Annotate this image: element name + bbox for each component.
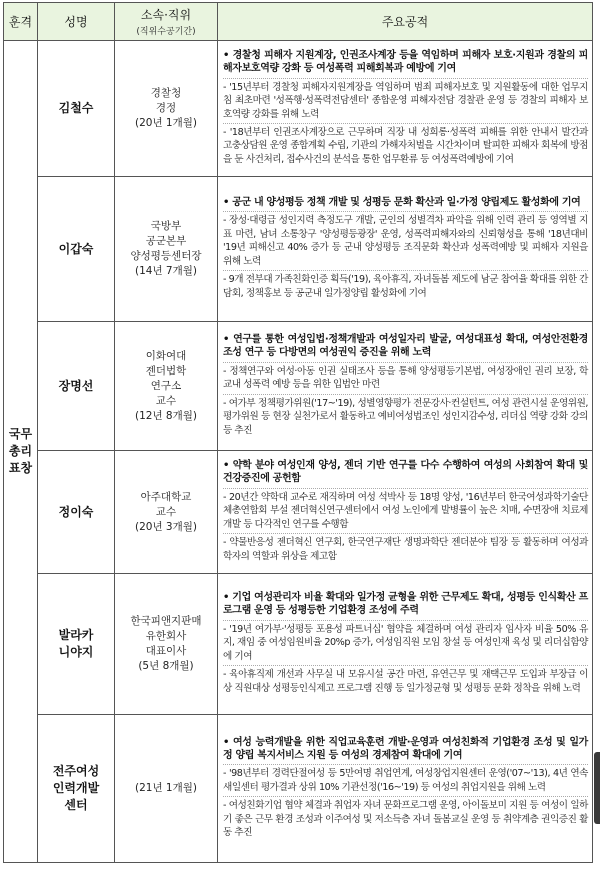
table-header-row: [4, 3, 593, 41]
recipient-affiliation: 이화여대 젠더법학 연구소 교수 (12년 8개월): [115, 322, 218, 451]
achievement-summary: • 여성 능력개발을 위한 직업교육훈련 개발·운영과 여성친화적 기업환경 조성 및 일가정 양립 복지서비스 지원 등 여성의 경제참여 확대에 기여: [223, 736, 588, 761]
table-row: [4, 451, 593, 574]
table-row: [4, 574, 593, 715]
recipient-name: 장명선: [38, 322, 115, 451]
award-type-cell: [4, 41, 38, 863]
recipient-affiliation: 아주대학교 교수 (20년 3개월): [115, 451, 218, 574]
achievement-cell: [218, 322, 593, 451]
achievement-detail: - '15년부터 경찰청 피해자지원계장을 역임하며 범죄 피해자보호 및 지원활동에 대한 업무지침 최초마련 '성폭행·성폭력전담센터' 종합운영 피해자전담 경찰관 운영 등 경찰의 피해자 보호역량 강화를 위해 노력: [223, 78, 588, 121]
table-body: [4, 41, 593, 863]
recipient-name: 발라카 니야지: [38, 574, 115, 715]
achievement-detail: - '18년부터 인권조사계장으로 근무하며 직장 내 성희롱·성폭력 피해를 위한 안내서 발간과 고충상담원 운영 종합계획 수립, 기관의 가해자처벌을 시간차이며 탈피한 피해자 회복에 방점을 둔 사건처리, 접수사건의 분석을 통한 업무환류 등 여성폭력예방에 기여: [223, 123, 588, 166]
achievement-summary: • 경찰청 피해자 지원계장, 인권조사계장 등을 역임하며 피해자 보호·지원과 경찰의 피해자보호역량 강화 등 여성폭력 피해회복과 예방에 기여: [223, 49, 588, 75]
recipient-affiliation: (21년 1개월): [115, 715, 218, 863]
recipient-affiliation: 한국피앤지판매 유한회사 대표이사 (5년 8개월): [115, 574, 218, 715]
achievement-summary: • 약학 분야 여성인재 양성, 젠더 기반 연구를 다수 수행하여 여성의 사회참여 확대 및 건강증진에 공헌함: [223, 460, 588, 485]
achievement-detail: - 육아휴직제 개선과 사무실 내 모유시설 공간 마련, 유연근무 및 재택근무 도입과 부장급 이상 직원대상 성평등인식제고 프로그램 진행 등 일가정균형 및 성평등 문화 정착을 위해 노력: [223, 665, 588, 695]
achievement-detail: - 9개 전부대 가족친화인증 획득('19), 육아휴직, 자녀돌봄 제도에 남군 참여율 확대를 위한 간담회, 정책홍보 등 공군내 일가정양립 활성화에 기여: [223, 270, 588, 300]
recipient-name: 전주여성 인력개발 센터: [38, 715, 115, 863]
achievement-summary: • 기업 여성관리자 비율 확대와 일가정 균형을 위한 근무제도 확대, 성평등 인식확산 프로그램 운영 등 성평등한 기업환경 조성에 주력: [223, 592, 588, 617]
header-affiliation: [115, 3, 218, 41]
header-name: 성명: [38, 3, 115, 41]
header-affiliation-sub: (직위수공기간): [136, 27, 196, 37]
table-row: [4, 177, 593, 322]
recipient-name: 이갑숙: [38, 177, 115, 322]
recipient-name: 정이숙: [38, 451, 115, 574]
recipient-affiliation: 국방부 공군본부 양성평등센터장 (14년 7개월): [115, 177, 218, 322]
achievement-cell: [218, 715, 593, 863]
achievement-detail: - 20년간 약학대 교수로 재직하며 여성 석박사 등 18명 양성, '16년부터 한국여성과학기술단체총연합회 부설 젠더혁신연구센터에서 여성 노인에게 발병률이 높은 치매, 수면장애 치료제 개발 등 다각적인 연구를 수행함: [223, 488, 588, 531]
achievement-summary: • 공군 내 양성평등 정책 개발 및 성평등 문화 확산과 일·가정 양립제도 활성화에 기여: [223, 197, 581, 209]
achievement-cell: [218, 177, 593, 322]
header-achievements: 주요공적: [218, 3, 593, 41]
achievement-summary: • 연구를 통한 여성입법·정책개발과 여성일자리 발굴, 여성대표성 확대, 여성안전환경 조성 연구 등 다방면의 여성권익 증진을 위해 노력: [223, 334, 588, 359]
achievement-cell: [218, 41, 593, 177]
achievement-detail: - 여가부 정책평가위원('17~'19), 성별영향평가 전문강사·컨설턴트, 여성 관련시설 운영위원, 평가위원 등 현장 실천가로서 활동하고 예비여성법조인 성인지감수성, 리더십 역량 강화 강의 등 추진: [223, 394, 588, 437]
side-scroll-tab[interactable]: [594, 752, 600, 824]
header-award: 훈격: [4, 3, 38, 41]
achievement-detail: - 장성·대령급 성인지력 측정도구 개발, 군인의 성별격차 파악을 위해 인력 관리 등 영역별 지표 마련, 남녀 소통창구 '양성평등광장' 운영, 성폭력피해자와의 신뢰형성을 통해 '18년대비 '19년 피해신고 40% 증가 등 군내 양성평등 조직문화 확산과 성폭력예방 및 피해자 지원을 위해 노력: [223, 211, 588, 268]
achievement-detail: - 여성친화기업 협약 체결과 취업자 자녀 문화프로그램 운영, 아이돌보미 지원 등 여성이 일하기 좋은 근무 환경 조성과 이주여성 및 저소득층 자녀 돌봄교실 운영 등 취약계층 권익증진 활동 추진: [223, 796, 588, 839]
achievement-cell: [218, 451, 593, 574]
header-affiliation-label: 소속·직위: [140, 8, 192, 22]
achievement-detail: - '98년부터 경력단절여성 등 5만여명 취업연계, 여성창업지원센터 운영('07~'13), 4년 연속 새일센터 평가결과 상위 10% 기관선정('16~'19) 등 여성의 취업지원을 위해 노력: [223, 764, 588, 794]
recipient-affiliation: 경찰청 경정 (20년 1개월): [115, 41, 218, 177]
award-table: [3, 2, 593, 863]
achievement-detail: - '19년 여가부·'성평등 포용성 파트너십' 협약을 체결하며 여성 관리자 임사자 비율 50% 유지, 재임 중 여성임원비율 20%p 증가, 여성임직원 모임 창설 등 여성인재 육성 및 리더십함양에 기여: [223, 620, 588, 663]
achievement-cell: [218, 574, 593, 715]
table-row: [4, 715, 593, 863]
award-type-label: 국무 총리 표창: [8, 427, 33, 475]
table-row: [4, 322, 593, 451]
achievement-detail: - 약물반응성 젠더혁신 연구회, 한국연구재단 생명과학단 젠더분야 팀장 등 활동하며 여성과학자의 역할과 위상을 제고함: [223, 533, 588, 563]
achievement-detail: - 정책연구와 여성·아동 인권 실태조사 등을 통해 양성평등기본법, 여성장애인 권리 보장, 학교내 성폭력 예방 등을 위한 입법안 마련: [223, 362, 588, 392]
recipient-name: 김철수: [38, 41, 115, 177]
table-row: [4, 41, 593, 177]
